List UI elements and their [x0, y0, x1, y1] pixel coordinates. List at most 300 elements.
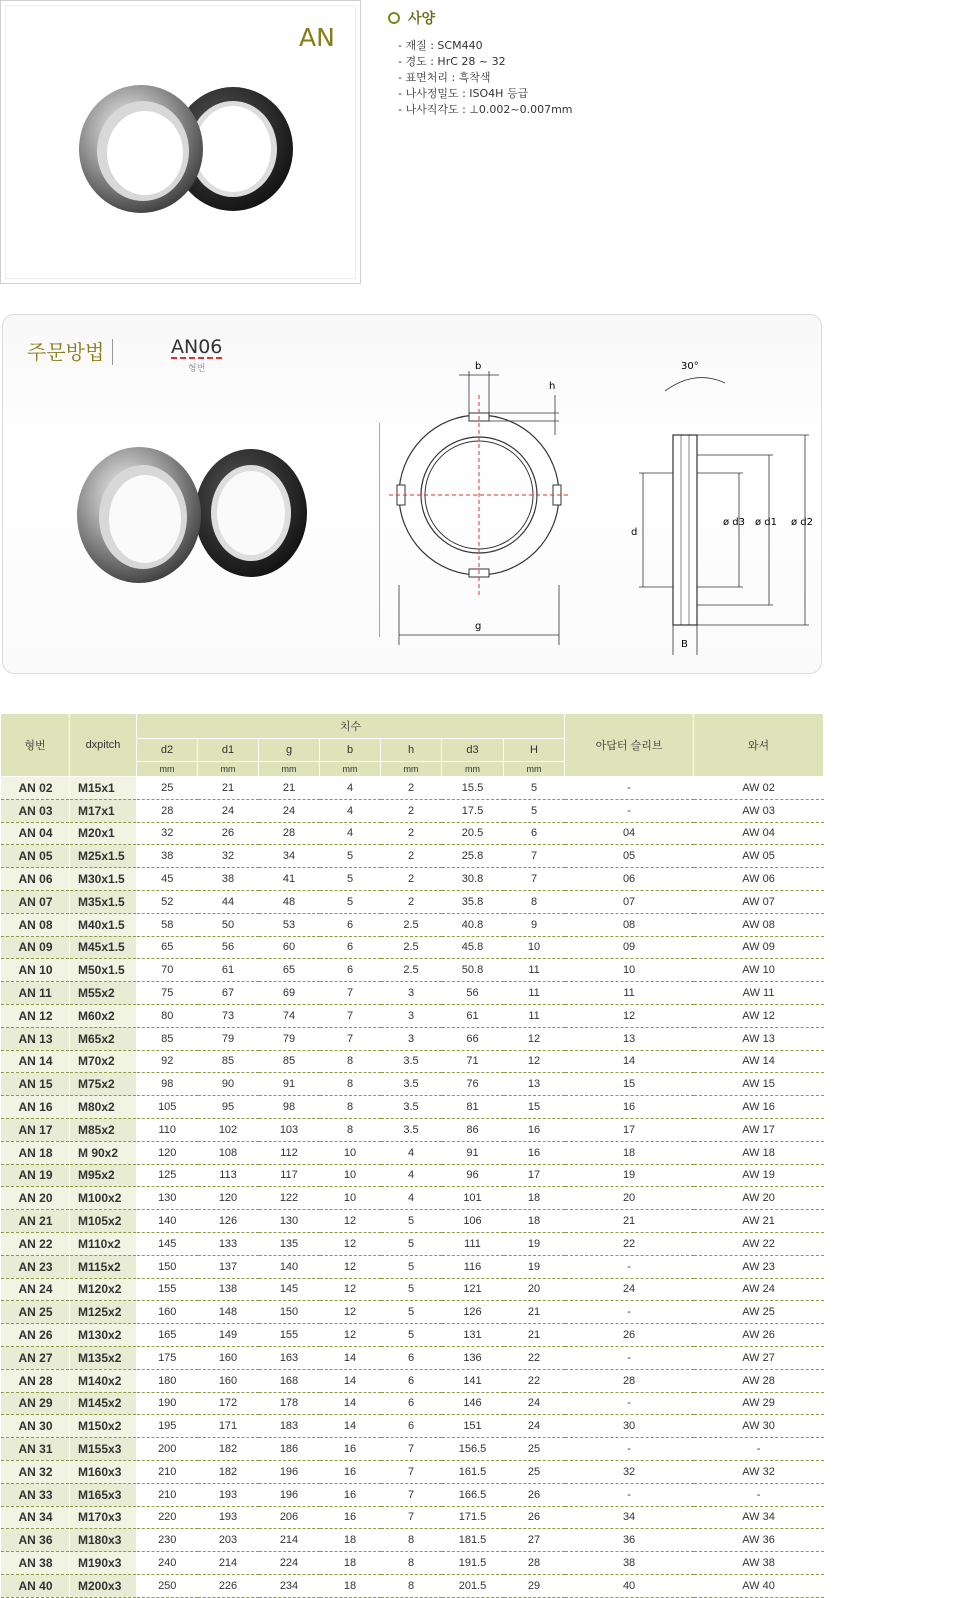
table-cell: 10	[320, 1187, 381, 1210]
table-row	[1, 1438, 824, 1461]
order-code: AN06	[171, 336, 223, 358]
table-cell: 10	[565, 959, 694, 982]
table-cell: 36	[565, 1529, 694, 1552]
table-cell: AW 29	[694, 1392, 824, 1415]
table-cell: -	[565, 777, 694, 800]
table-cell: M25x1.5	[70, 845, 137, 868]
table-row	[1, 1050, 824, 1073]
table-cell: AW 06	[694, 868, 824, 891]
table-cell: 116	[442, 1255, 504, 1278]
dim-d1-label: ø d1	[755, 517, 778, 528]
table-cell: AN 28	[1, 1369, 70, 1392]
table-cell: 61	[198, 959, 259, 982]
order-code-caption: 형번	[188, 364, 206, 374]
table-cell: 16	[565, 1096, 694, 1119]
table-cell: 70	[137, 959, 198, 982]
table-cell: 2	[381, 822, 442, 845]
table-cell: 106	[442, 1210, 504, 1233]
table-cell: M145x2	[70, 1392, 137, 1415]
table-cell: AN 11	[1, 982, 70, 1005]
table-cell: M100x2	[70, 1187, 137, 1210]
table-cell: M70x2	[70, 1050, 137, 1073]
table-cell: 171	[198, 1415, 259, 1438]
table-cell: 25	[504, 1460, 565, 1483]
table-row	[1, 1255, 824, 1278]
table-cell: 50.8	[442, 959, 504, 982]
table-cell: AW 22	[694, 1232, 824, 1255]
table-cell: 178	[259, 1392, 320, 1415]
table-cell: 214	[198, 1552, 259, 1575]
spec-heading	[388, 8, 573, 28]
table-cell: 148	[198, 1301, 259, 1324]
table-cell: AW 08	[694, 913, 824, 936]
table-cell: 113	[198, 1164, 259, 1187]
spec-list	[398, 38, 573, 118]
table-cell: 25.8	[442, 845, 504, 868]
table-cell: 29	[504, 1574, 565, 1597]
table-cell: M60x2	[70, 1004, 137, 1027]
product-image-box	[0, 0, 361, 284]
dim-B-label: B	[681, 639, 688, 650]
table-cell: 3.5	[381, 1050, 442, 1073]
table-cell: 163	[259, 1346, 320, 1369]
table-cell: 234	[259, 1574, 320, 1597]
table-cell: 21	[504, 1301, 565, 1324]
table-cell: AN 19	[1, 1164, 70, 1187]
table-cell: 32	[198, 845, 259, 868]
table-row	[1, 1210, 824, 1233]
table-cell: 32	[565, 1460, 694, 1483]
table-cell: M50x1.5	[70, 959, 137, 982]
table-cell: 206	[259, 1506, 320, 1529]
table-cell: 11	[504, 982, 565, 1005]
table-cell: 85	[137, 1027, 198, 1050]
table-cell: M 90x2	[70, 1141, 137, 1164]
table-cell: 34	[565, 1506, 694, 1529]
table-cell: 21	[565, 1210, 694, 1233]
table-cell: 61	[442, 1004, 504, 1027]
table-cell: 102	[198, 1118, 259, 1141]
table-row	[1, 1232, 824, 1255]
table-row	[1, 1483, 824, 1506]
table-cell: 193	[198, 1483, 259, 1506]
table-cell: 32	[137, 822, 198, 845]
table-row	[1, 868, 824, 891]
table-cell: 166.5	[442, 1483, 504, 1506]
table-cell: AW 30	[694, 1415, 824, 1438]
table-cell: 105	[137, 1096, 198, 1119]
table-cell: 26	[198, 822, 259, 845]
table-cell: 9	[504, 913, 565, 936]
table-cell: -	[694, 1438, 824, 1461]
table-cell: 145	[259, 1278, 320, 1301]
table-cell: M35x1.5	[70, 890, 137, 913]
table-cell: M115x2	[70, 1255, 137, 1278]
table-cell: AN 17	[1, 1118, 70, 1141]
dimension-table	[0, 713, 824, 1598]
table-cell: 137	[198, 1255, 259, 1278]
table-cell: 56	[442, 982, 504, 1005]
table-cell: 4	[381, 1187, 442, 1210]
table-cell: AN 25	[1, 1301, 70, 1324]
table-cell: 22	[504, 1346, 565, 1369]
table-cell: 2	[381, 777, 442, 800]
table-cell: 146	[442, 1392, 504, 1415]
table-row	[1, 1460, 824, 1483]
table-cell: AW 02	[694, 777, 824, 800]
table-cell: 58	[137, 913, 198, 936]
table-cell: 160	[198, 1346, 259, 1369]
table-cell: AN 40	[1, 1574, 70, 1597]
table-row	[1, 1096, 824, 1119]
table-row	[1, 1369, 824, 1392]
table-cell: AN 15	[1, 1073, 70, 1096]
dim-h-label: h	[549, 381, 556, 392]
table-cell: AN 13	[1, 1027, 70, 1050]
table-cell: 66	[442, 1027, 504, 1050]
table-cell: 30.8	[442, 868, 504, 891]
table-cell: 5	[381, 1255, 442, 1278]
table-cell: 19	[504, 1255, 565, 1278]
table-cell: AW 11	[694, 982, 824, 1005]
table-cell: 2	[381, 845, 442, 868]
table-cell: 103	[259, 1118, 320, 1141]
table-cell: 5	[504, 799, 565, 822]
table-cell: M190x3	[70, 1552, 137, 1575]
col-header-dims: 치수	[137, 714, 565, 739]
table-cell: 220	[137, 1506, 198, 1529]
table-cell: 2	[381, 890, 442, 913]
table-cell: M75x2	[70, 1073, 137, 1096]
table-cell: 48	[259, 890, 320, 913]
spec-material: - 재질 : SCM440	[398, 39, 483, 52]
table-cell: M150x2	[70, 1415, 137, 1438]
table-cell: 6	[320, 936, 381, 959]
col-unit: mm	[137, 762, 198, 777]
table-cell: 8	[320, 1073, 381, 1096]
table-cell: 5	[320, 868, 381, 891]
dim-angle-label: 30°	[681, 361, 699, 372]
table-cell: 98	[137, 1073, 198, 1096]
table-cell: 12	[320, 1301, 381, 1324]
table-row	[1, 913, 824, 936]
table-cell: 230	[137, 1529, 198, 1552]
table-cell: 226	[198, 1574, 259, 1597]
table-cell: 24	[198, 799, 259, 822]
table-cell: -	[694, 1483, 824, 1506]
col-header-sleeve: 아답터 슬리브	[565, 714, 694, 777]
table-cell: 5	[381, 1301, 442, 1324]
table-cell: 2	[381, 868, 442, 891]
table-cell: 7	[320, 1027, 381, 1050]
table-cell: 3.5	[381, 1096, 442, 1119]
table-cell: 2.5	[381, 913, 442, 936]
table-cell: 145	[137, 1232, 198, 1255]
front-view-drawing	[379, 355, 579, 655]
table-row	[1, 777, 824, 800]
table-cell: 10	[504, 936, 565, 959]
table-cell: AN 36	[1, 1529, 70, 1552]
table-cell: 3	[381, 1004, 442, 1027]
table-cell: 75	[137, 982, 198, 1005]
table-cell: AW 36	[694, 1529, 824, 1552]
table-cell: 161.5	[442, 1460, 504, 1483]
spec-heading-label: 사양	[408, 11, 436, 27]
table-cell: AW 18	[694, 1141, 824, 1164]
table-cell: 28	[504, 1552, 565, 1575]
table-cell: 4	[381, 1141, 442, 1164]
table-cell: M40x1.5	[70, 913, 137, 936]
table-cell: 35.8	[442, 890, 504, 913]
table-cell: AW 07	[694, 890, 824, 913]
table-cell: 28	[259, 822, 320, 845]
table-cell: 6	[381, 1415, 442, 1438]
table-cell: AW 15	[694, 1073, 824, 1096]
table-cell: 130	[137, 1187, 198, 1210]
table-cell: AW 13	[694, 1027, 824, 1050]
table-cell: AN 10	[1, 959, 70, 982]
table-row	[1, 1278, 824, 1301]
table-cell: 45	[137, 868, 198, 891]
dim-b-label: b	[475, 361, 482, 372]
table-row	[1, 799, 824, 822]
table-cell: M155x3	[70, 1438, 137, 1461]
table-row	[1, 845, 824, 868]
table-cell: 79	[198, 1027, 259, 1050]
table-cell: 17	[565, 1118, 694, 1141]
table-cell: 15	[565, 1073, 694, 1096]
table-cell: 53	[259, 913, 320, 936]
table-cell: 16	[504, 1118, 565, 1141]
table-cell: 16	[320, 1438, 381, 1461]
table-cell: AN 12	[1, 1004, 70, 1027]
table-cell: 18	[320, 1529, 381, 1552]
table-cell: 193	[198, 1506, 259, 1529]
product-title: AN	[299, 23, 335, 52]
table-cell: AN 18	[1, 1141, 70, 1164]
table-row	[1, 936, 824, 959]
table-cell: AN 09	[1, 936, 70, 959]
table-cell: AW 27	[694, 1346, 824, 1369]
table-cell: 20.5	[442, 822, 504, 845]
table-cell: 04	[565, 822, 694, 845]
table-cell: M105x2	[70, 1210, 137, 1233]
table-row	[1, 982, 824, 1005]
table-cell: 110	[137, 1118, 198, 1141]
table-cell: 8	[381, 1529, 442, 1552]
table-cell: AN 06	[1, 868, 70, 891]
table-cell: M200x3	[70, 1574, 137, 1597]
table-cell: 8	[504, 890, 565, 913]
table-cell: 76	[442, 1073, 504, 1096]
table-cell: 155	[137, 1278, 198, 1301]
table-cell: 50	[198, 913, 259, 936]
table-cell: 141	[442, 1369, 504, 1392]
table-cell: 186	[259, 1438, 320, 1461]
table-cell: AW 20	[694, 1187, 824, 1210]
table-cell: 11	[504, 1004, 565, 1027]
table-cell: -	[565, 1483, 694, 1506]
table-cell: 210	[137, 1460, 198, 1483]
table-cell: AW 12	[694, 1004, 824, 1027]
table-cell: 120	[137, 1141, 198, 1164]
table-cell: AW 14	[694, 1050, 824, 1073]
spec-thread-precision: - 나사정밀도 : ISO4H 등급	[398, 87, 529, 100]
table-cell: 3	[381, 982, 442, 1005]
table-cell: 5	[320, 890, 381, 913]
table-cell: 3.5	[381, 1118, 442, 1141]
table-cell: 140	[259, 1255, 320, 1278]
table-cell: 250	[137, 1574, 198, 1597]
table-cell: -	[565, 1438, 694, 1461]
table-cell: 191.5	[442, 1552, 504, 1575]
table-cell: 135	[259, 1232, 320, 1255]
table-row	[1, 1027, 824, 1050]
table-cell: 96	[442, 1164, 504, 1187]
table-cell: 2.5	[381, 959, 442, 982]
table-cell: M45x1.5	[70, 936, 137, 959]
table-cell: 175	[137, 1346, 198, 1369]
table-cell: 126	[198, 1210, 259, 1233]
table-row	[1, 1004, 824, 1027]
table-cell: AN 32	[1, 1460, 70, 1483]
table-cell: 24	[504, 1415, 565, 1438]
table-cell: M30x1.5	[70, 868, 137, 891]
table-cell: 14	[320, 1392, 381, 1415]
col-unit: mm	[442, 762, 504, 777]
table-cell: AW 21	[694, 1210, 824, 1233]
table-cell: 203	[198, 1529, 259, 1552]
table-cell: AW 38	[694, 1552, 824, 1575]
table-cell: 85	[198, 1050, 259, 1073]
table-cell: 24	[565, 1278, 694, 1301]
table-cell: 182	[198, 1460, 259, 1483]
table-cell: 91	[442, 1141, 504, 1164]
table-row	[1, 1141, 824, 1164]
table-cell: 14	[320, 1346, 381, 1369]
table-cell: 4	[381, 1164, 442, 1187]
col-header-dim: d2	[137, 739, 198, 762]
table-cell: AN 07	[1, 890, 70, 913]
table-cell: AW 05	[694, 845, 824, 868]
table-cell: 5	[381, 1232, 442, 1255]
table-cell: 4	[320, 799, 381, 822]
table-cell: M140x2	[70, 1369, 137, 1392]
table-cell: 22	[504, 1369, 565, 1392]
table-cell: M15x1	[70, 777, 137, 800]
table-cell: 5	[504, 777, 565, 800]
table-cell: 6	[320, 959, 381, 982]
table-cell: 7	[381, 1438, 442, 1461]
table-cell: 34	[259, 845, 320, 868]
table-cell: 108	[198, 1141, 259, 1164]
order-title: 주문방법	[27, 339, 113, 365]
table-cell: M120x2	[70, 1278, 137, 1301]
table-cell: AW 16	[694, 1096, 824, 1119]
table-cell: AN 34	[1, 1506, 70, 1529]
table-cell: AN 24	[1, 1278, 70, 1301]
table-cell: 120	[198, 1187, 259, 1210]
table-cell: 7	[381, 1483, 442, 1506]
table-cell: 7	[504, 868, 565, 891]
table-cell: 85	[259, 1050, 320, 1073]
table-cell: 196	[259, 1483, 320, 1506]
table-cell: 17.5	[442, 799, 504, 822]
table-cell: 18	[504, 1210, 565, 1233]
table-cell: AN 05	[1, 845, 70, 868]
table-cell: 12	[565, 1004, 694, 1027]
table-cell: 11	[504, 959, 565, 982]
table-cell: AN 33	[1, 1483, 70, 1506]
table-cell: 79	[259, 1027, 320, 1050]
table-cell: 210	[137, 1483, 198, 1506]
table-cell: 26	[565, 1324, 694, 1347]
table-cell: 5	[381, 1324, 442, 1347]
table-cell: 214	[259, 1529, 320, 1552]
dim-d2-label: ø d2	[791, 517, 814, 528]
table-cell: 92	[137, 1050, 198, 1073]
table-cell: 196	[259, 1460, 320, 1483]
table-cell: 17	[504, 1164, 565, 1187]
table-cell: 6	[381, 1369, 442, 1392]
col-unit: mm	[381, 762, 442, 777]
table-cell: 90	[198, 1073, 259, 1096]
table-cell: 126	[442, 1301, 504, 1324]
table-cell: -	[565, 1392, 694, 1415]
table-cell: 6	[381, 1346, 442, 1369]
table-cell: 6	[504, 822, 565, 845]
table-cell: AW 04	[694, 822, 824, 845]
table-cell: AN 22	[1, 1232, 70, 1255]
table-row	[1, 1187, 824, 1210]
table-cell: M85x2	[70, 1118, 137, 1141]
table-cell: AW 24	[694, 1278, 824, 1301]
table-cell: 125	[137, 1164, 198, 1187]
table-cell: AN 08	[1, 913, 70, 936]
table-cell: AN 30	[1, 1415, 70, 1438]
col-unit: mm	[504, 762, 565, 777]
bullet-circle-icon	[388, 12, 400, 24]
steel-lock-nut	[79, 85, 203, 213]
table-cell: 138	[198, 1278, 259, 1301]
table-cell: 155	[259, 1324, 320, 1347]
table-cell: 101	[442, 1187, 504, 1210]
table-cell: 12	[504, 1027, 565, 1050]
table-cell: AN 29	[1, 1392, 70, 1415]
col-header-pitch: dxpitch	[70, 714, 137, 777]
table-cell: -	[565, 1255, 694, 1278]
table-cell: 3	[381, 1027, 442, 1050]
table-cell: AN 02	[1, 777, 70, 800]
table-row	[1, 1574, 824, 1597]
table-cell: 130	[259, 1210, 320, 1233]
table-cell: 16	[320, 1506, 381, 1529]
table-cell: 22	[565, 1232, 694, 1255]
table-cell: M165x3	[70, 1483, 137, 1506]
table-cell: 112	[259, 1141, 320, 1164]
spec-section	[388, 8, 573, 118]
table-cell: 160	[198, 1369, 259, 1392]
col-unit: mm	[198, 762, 259, 777]
col-header-model: 형번	[1, 714, 70, 777]
table-row	[1, 1073, 824, 1096]
table-cell: AN 16	[1, 1096, 70, 1119]
table-cell: M65x2	[70, 1027, 137, 1050]
table-cell: 140	[137, 1210, 198, 1233]
table-cell: 156.5	[442, 1438, 504, 1461]
table-row	[1, 1529, 824, 1552]
table-cell: AW 26	[694, 1324, 824, 1347]
